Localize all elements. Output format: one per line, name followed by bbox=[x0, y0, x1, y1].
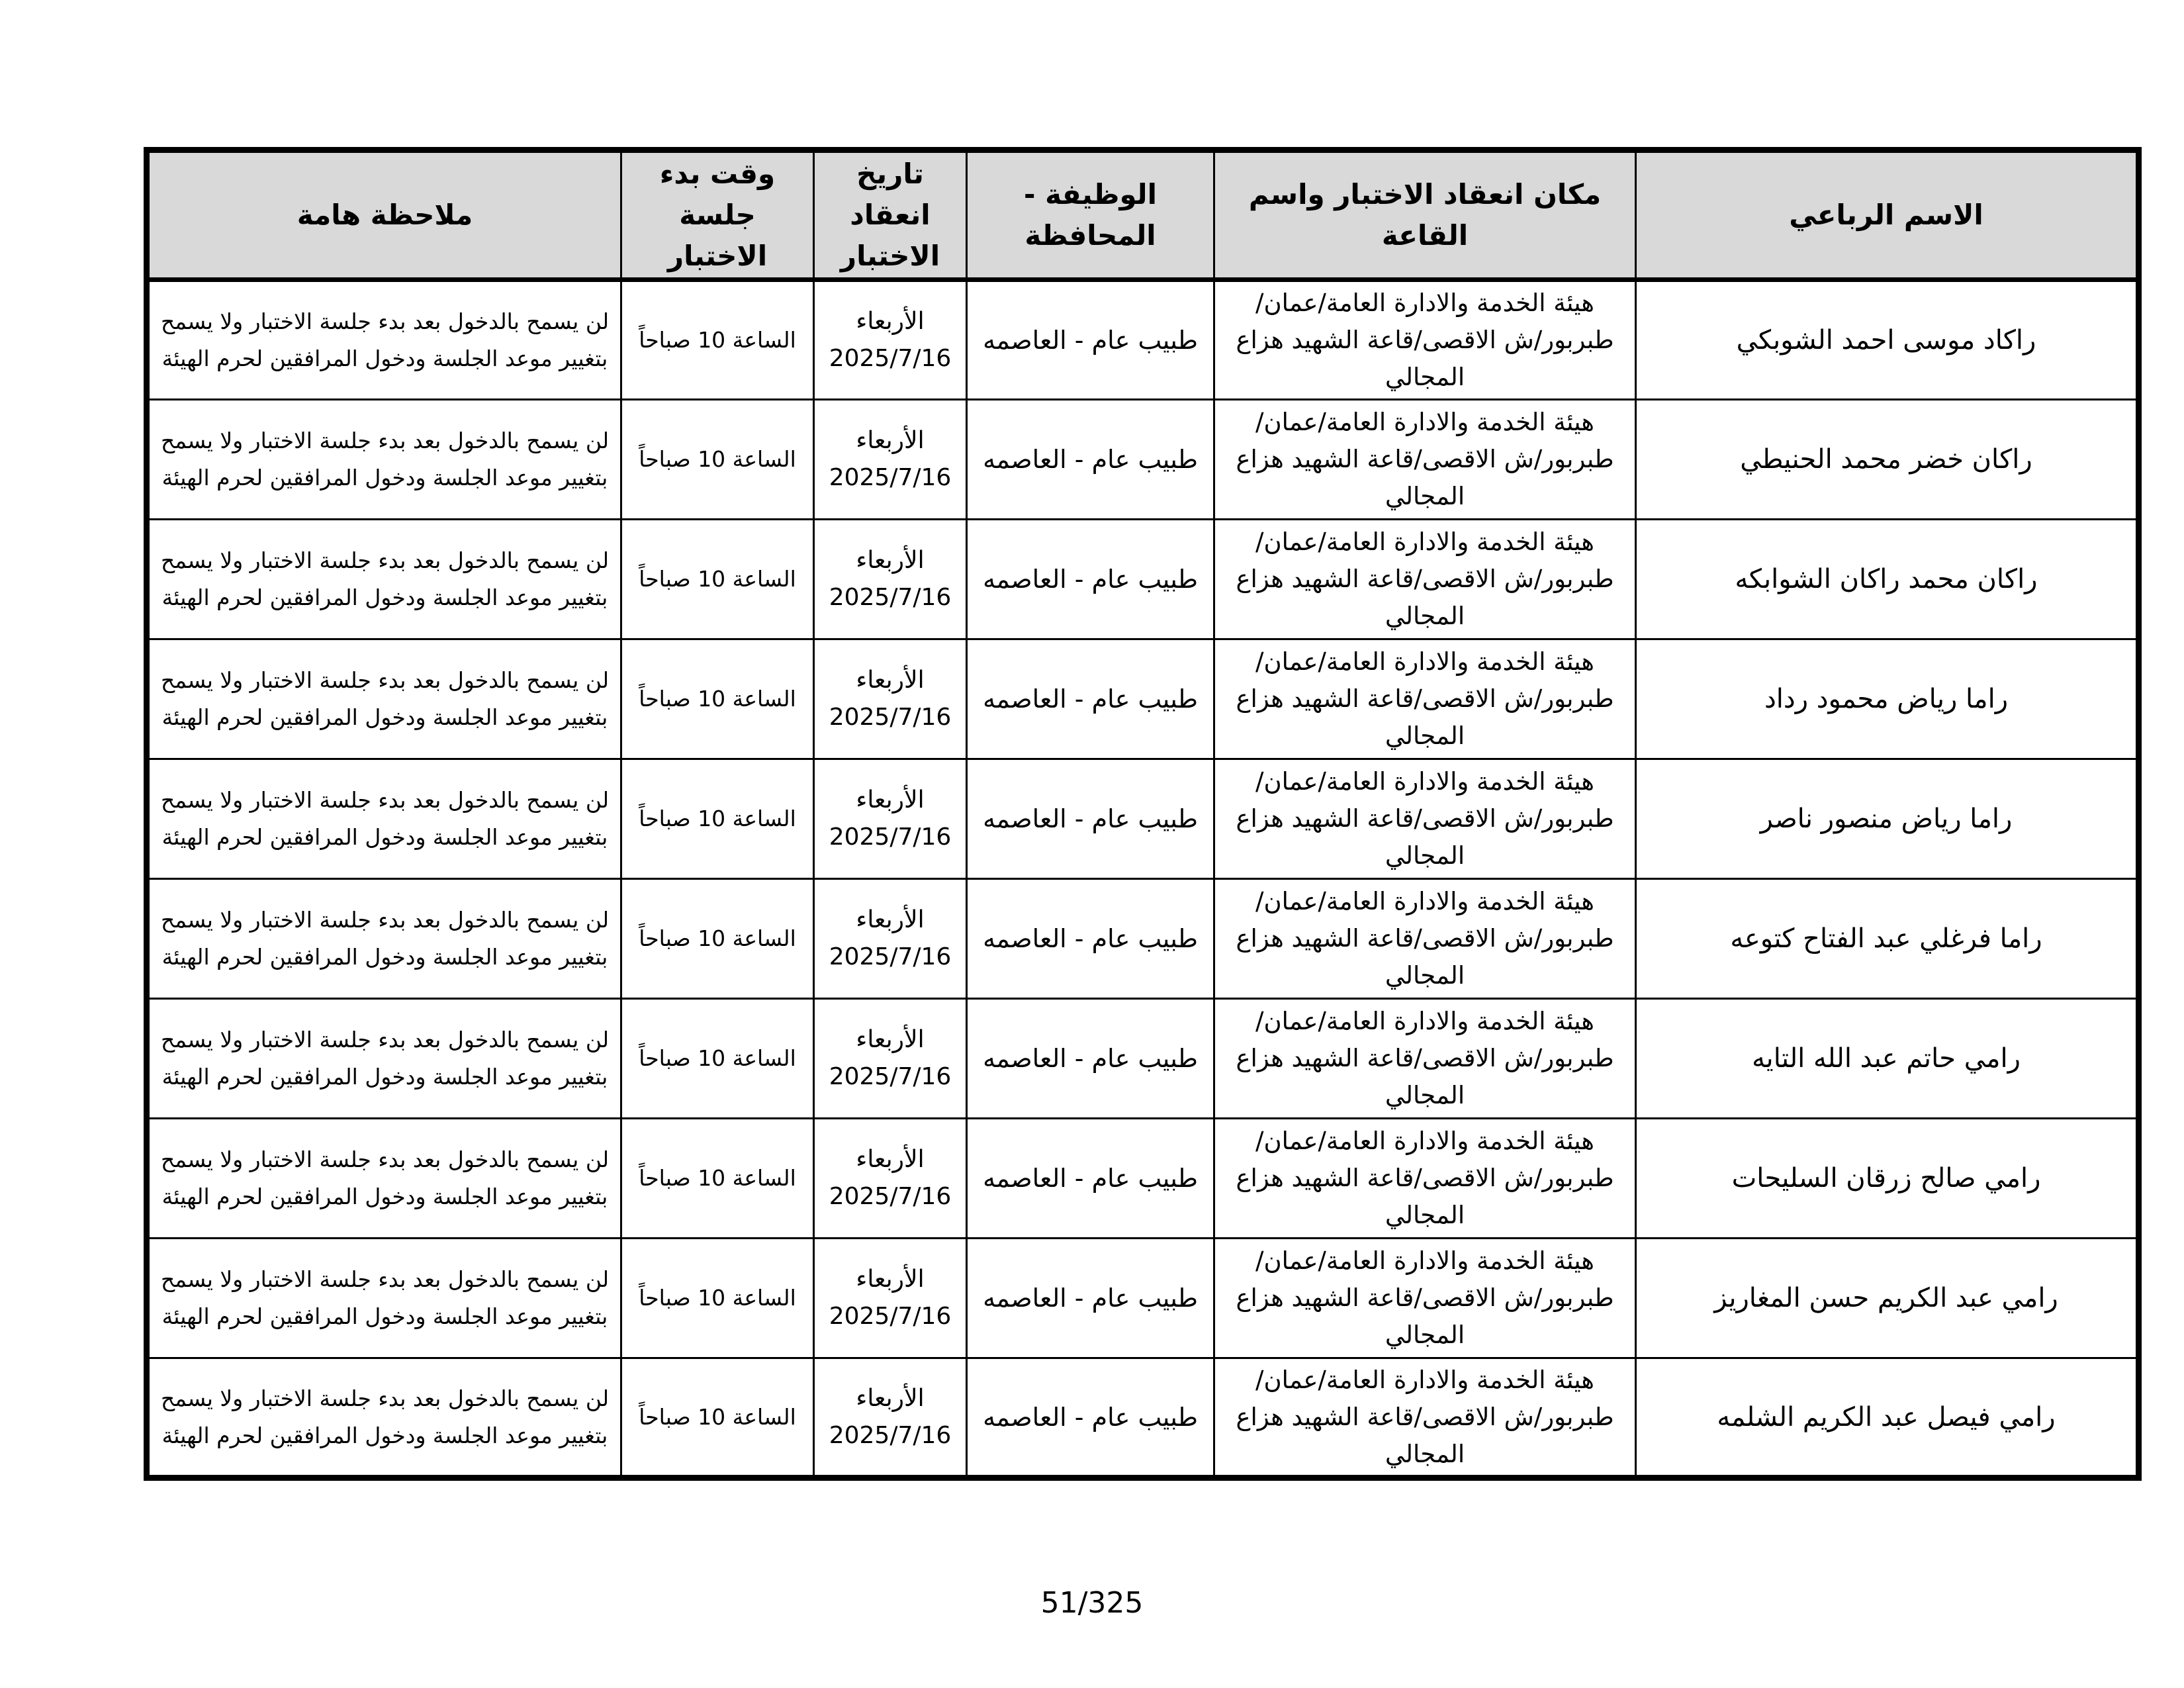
exam-location-cell: هيئة الخدمة والادارة العامة/عمان/طبربور/ش الاقصى/قاعة الشهيد هزاع المجالي bbox=[1214, 1358, 1636, 1478]
exam-date-day: الأربعاء bbox=[856, 1384, 925, 1412]
table-row bbox=[147, 1239, 2139, 1358]
job-governorate-cell: طبيب عام - العاصمه bbox=[967, 759, 1214, 879]
exam-date-day: الأربعاء bbox=[856, 1146, 925, 1173]
table-header-row bbox=[147, 150, 2139, 280]
exam-date-value: 2025/7/16 bbox=[829, 823, 952, 851]
exam-date-cell bbox=[814, 759, 967, 879]
candidate-full-name: راكان محمد راكان الشوابكه bbox=[1636, 520, 2139, 639]
header-session-start-time: وقت بدء جلسة الاختبار bbox=[621, 150, 814, 280]
exam-date-value: 2025/7/16 bbox=[829, 1183, 952, 1210]
candidate-full-name: رامي عبد الكريم حسن المغاريز bbox=[1636, 1239, 2139, 1358]
session-start-time-cell: الساعة 10 صباحاً bbox=[621, 999, 814, 1119]
session-start-time-cell: الساعة 10 صباحاً bbox=[621, 879, 814, 999]
exam-date-value: 2025/7/16 bbox=[829, 1421, 952, 1449]
table-row bbox=[147, 879, 2139, 999]
important-note-cell: لن يسمح بالدخول بعد بدء جلسة الاختبار ولا يسمح بتغيير موعد الجلسة ودخول المرافقين لحرم الهيئة bbox=[147, 1239, 621, 1358]
important-note-cell: لن يسمح بالدخول بعد بدء جلسة الاختبار ولا يسمح بتغيير موعد الجلسة ودخول المرافقين لحرم الهيئة bbox=[147, 879, 621, 999]
exam-date-cell bbox=[814, 1358, 967, 1478]
exam-location-cell: هيئة الخدمة والادارة العامة/عمان/طبربور/ش الاقصى/قاعة الشهيد هزاع المجالي bbox=[1214, 1239, 1636, 1358]
job-governorate-cell: طبيب عام - العاصمه bbox=[967, 400, 1214, 520]
session-start-time-cell: الساعة 10 صباحاً bbox=[621, 520, 814, 639]
table-body bbox=[147, 280, 2139, 1478]
important-note-cell: لن يسمح بالدخول بعد بدء جلسة الاختبار ولا يسمح بتغيير موعد الجلسة ودخول المرافقين لحرم الهيئة bbox=[147, 1358, 621, 1478]
exam-date-cell bbox=[814, 879, 967, 999]
exam-date-cell bbox=[814, 520, 967, 639]
exam-schedule-table bbox=[144, 147, 2142, 1481]
job-governorate-cell: طبيب عام - العاصمه bbox=[967, 879, 1214, 999]
exam-date-day: الأربعاء bbox=[856, 427, 925, 454]
candidate-full-name: رامي فيصل عبد الكريم الشلمه bbox=[1636, 1358, 2139, 1478]
candidate-full-name: راما فرغلي عبد الفتاح كتوعه bbox=[1636, 879, 2139, 999]
exam-date-cell bbox=[814, 999, 967, 1119]
exam-date-day: الأربعاء bbox=[856, 667, 925, 694]
candidate-full-name: رامي حاتم عبد الله التايه bbox=[1636, 999, 2139, 1119]
exam-date-cell bbox=[814, 639, 967, 759]
exam-date-cell bbox=[814, 1119, 967, 1239]
exam-location-cell: هيئة الخدمة والادارة العامة/عمان/طبربور/ش الاقصى/قاعة الشهيد هزاع المجالي bbox=[1214, 400, 1636, 520]
job-governorate-cell: طبيب عام - العاصمه bbox=[967, 1119, 1214, 1239]
exam-date-value: 2025/7/16 bbox=[829, 584, 952, 611]
exam-date-value: 2025/7/16 bbox=[829, 1303, 952, 1330]
exam-date-value: 2025/7/16 bbox=[829, 464, 952, 491]
header-exam-date: تاريخ انعقاد الاختبار bbox=[814, 150, 967, 280]
exam-date-day: الأربعاء bbox=[856, 547, 925, 574]
important-note-cell: لن يسمح بالدخول بعد بدء جلسة الاختبار ولا يسمح بتغيير موعد الجلسة ودخول المرافقين لحرم الهيئة bbox=[147, 639, 621, 759]
important-note-cell: لن يسمح بالدخول بعد بدء جلسة الاختبار ولا يسمح بتغيير موعد الجلسة ودخول المرافقين لحرم الهيئة bbox=[147, 999, 621, 1119]
page-number: 51/325 bbox=[1040, 1586, 1144, 1620]
job-governorate-cell: طبيب عام - العاصمه bbox=[967, 1358, 1214, 1478]
job-governorate-cell: طبيب عام - العاصمه bbox=[967, 999, 1214, 1119]
session-start-time-cell: الساعة 10 صباحاً bbox=[621, 759, 814, 879]
table-row bbox=[147, 1119, 2139, 1239]
important-note-cell: لن يسمح بالدخول بعد بدء جلسة الاختبار ولا يسمح بتغيير موعد الجلسة ودخول المرافقين لحرم الهيئة bbox=[147, 400, 621, 520]
candidate-full-name: راما رياض محمود رداد bbox=[1636, 639, 2139, 759]
exam-date-cell bbox=[814, 400, 967, 520]
table-row bbox=[147, 639, 2139, 759]
exam-location-cell: هيئة الخدمة والادارة العامة/عمان/طبربور/ش الاقصى/قاعة الشهيد هزاع المجالي bbox=[1214, 1119, 1636, 1239]
session-start-time-cell: الساعة 10 صباحاً bbox=[621, 1239, 814, 1358]
exam-date-day: الأربعاء bbox=[856, 308, 925, 335]
exam-date-cell bbox=[814, 280, 967, 400]
candidate-full-name: رامي صالح زرقان السليحات bbox=[1636, 1119, 2139, 1239]
exam-date-value: 2025/7/16 bbox=[829, 345, 952, 372]
exam-date-cell bbox=[814, 1239, 967, 1358]
important-note-cell: لن يسمح بالدخول بعد بدء جلسة الاختبار ولا يسمح بتغيير موعد الجلسة ودخول المرافقين لحرم الهيئة bbox=[147, 520, 621, 639]
table-row bbox=[147, 999, 2139, 1119]
session-start-time-cell: الساعة 10 صباحاً bbox=[621, 400, 814, 520]
table-row bbox=[147, 400, 2139, 520]
session-start-time-cell: الساعة 10 صباحاً bbox=[621, 280, 814, 400]
header-full-name: الاسم الرباعي bbox=[1636, 150, 2139, 280]
exam-date-value: 2025/7/16 bbox=[829, 704, 952, 731]
exam-date-day: الأربعاء bbox=[856, 906, 925, 933]
job-governorate-cell: طبيب عام - العاصمه bbox=[967, 1239, 1214, 1358]
header-important-note: ملاحظة هامة bbox=[147, 150, 621, 280]
header-job-governorate: الوظيفة - المحافظة bbox=[967, 150, 1214, 280]
important-note-cell: لن يسمح بالدخول بعد بدء جلسة الاختبار ولا يسمح بتغيير موعد الجلسة ودخول المرافقين لحرم الهيئة bbox=[147, 759, 621, 879]
candidate-full-name: راكاد موسى احمد الشوبكي bbox=[1636, 280, 2139, 400]
job-governorate-cell: طبيب عام - العاصمه bbox=[967, 280, 1214, 400]
important-note-cell: لن يسمح بالدخول بعد بدء جلسة الاختبار ولا يسمح بتغيير موعد الجلسة ودخول المرافقين لحرم الهيئة bbox=[147, 1119, 621, 1239]
exam-date-day: الأربعاء bbox=[856, 786, 925, 814]
exam-location-cell: هيئة الخدمة والادارة العامة/عمان/طبربور/ش الاقصى/قاعة الشهيد هزاع المجالي bbox=[1214, 639, 1636, 759]
session-start-time-cell: الساعة 10 صباحاً bbox=[621, 639, 814, 759]
header-exam-location: مكان انعقاد الاختبار واسم القاعة bbox=[1214, 150, 1636, 280]
job-governorate-cell: طبيب عام - العاصمه bbox=[967, 520, 1214, 639]
table-row bbox=[147, 759, 2139, 879]
exam-date-value: 2025/7/16 bbox=[829, 1063, 952, 1090]
exam-location-cell: هيئة الخدمة والادارة العامة/عمان/طبربور/ش الاقصى/قاعة الشهيد هزاع المجالي bbox=[1214, 520, 1636, 639]
table-row bbox=[147, 1358, 2139, 1478]
job-governorate-cell: طبيب عام - العاصمه bbox=[967, 639, 1214, 759]
candidate-full-name: راكان خضر محمد الحنيطي bbox=[1636, 400, 2139, 520]
table-row bbox=[147, 520, 2139, 639]
important-note-cell: لن يسمح بالدخول بعد بدء جلسة الاختبار ولا يسمح بتغيير موعد الجلسة ودخول المرافقين لحرم الهيئة bbox=[147, 280, 621, 400]
exam-location-cell: هيئة الخدمة والادارة العامة/عمان/طبربور/ش الاقصى/قاعة الشهيد هزاع المجالي bbox=[1214, 759, 1636, 879]
exam-location-cell: هيئة الخدمة والادارة العامة/عمان/طبربور/ش الاقصى/قاعة الشهيد هزاع المجالي bbox=[1214, 999, 1636, 1119]
candidate-full-name: راما رياض منصور ناصر bbox=[1636, 759, 2139, 879]
exam-date-day: الأربعاء bbox=[856, 1266, 925, 1293]
exam-date-value: 2025/7/16 bbox=[829, 943, 952, 970]
session-start-time-cell: الساعة 10 صباحاً bbox=[621, 1119, 814, 1239]
table-row bbox=[147, 280, 2139, 400]
exam-location-cell: هيئة الخدمة والادارة العامة/عمان/طبربور/ش الاقصى/قاعة الشهيد هزاع المجالي bbox=[1214, 280, 1636, 400]
session-start-time-cell: الساعة 10 صباحاً bbox=[621, 1358, 814, 1478]
exam-date-day: الأربعاء bbox=[856, 1026, 925, 1053]
exam-location-cell: هيئة الخدمة والادارة العامة/عمان/طبربور/ش الاقصى/قاعة الشهيد هزاع المجالي bbox=[1214, 879, 1636, 999]
